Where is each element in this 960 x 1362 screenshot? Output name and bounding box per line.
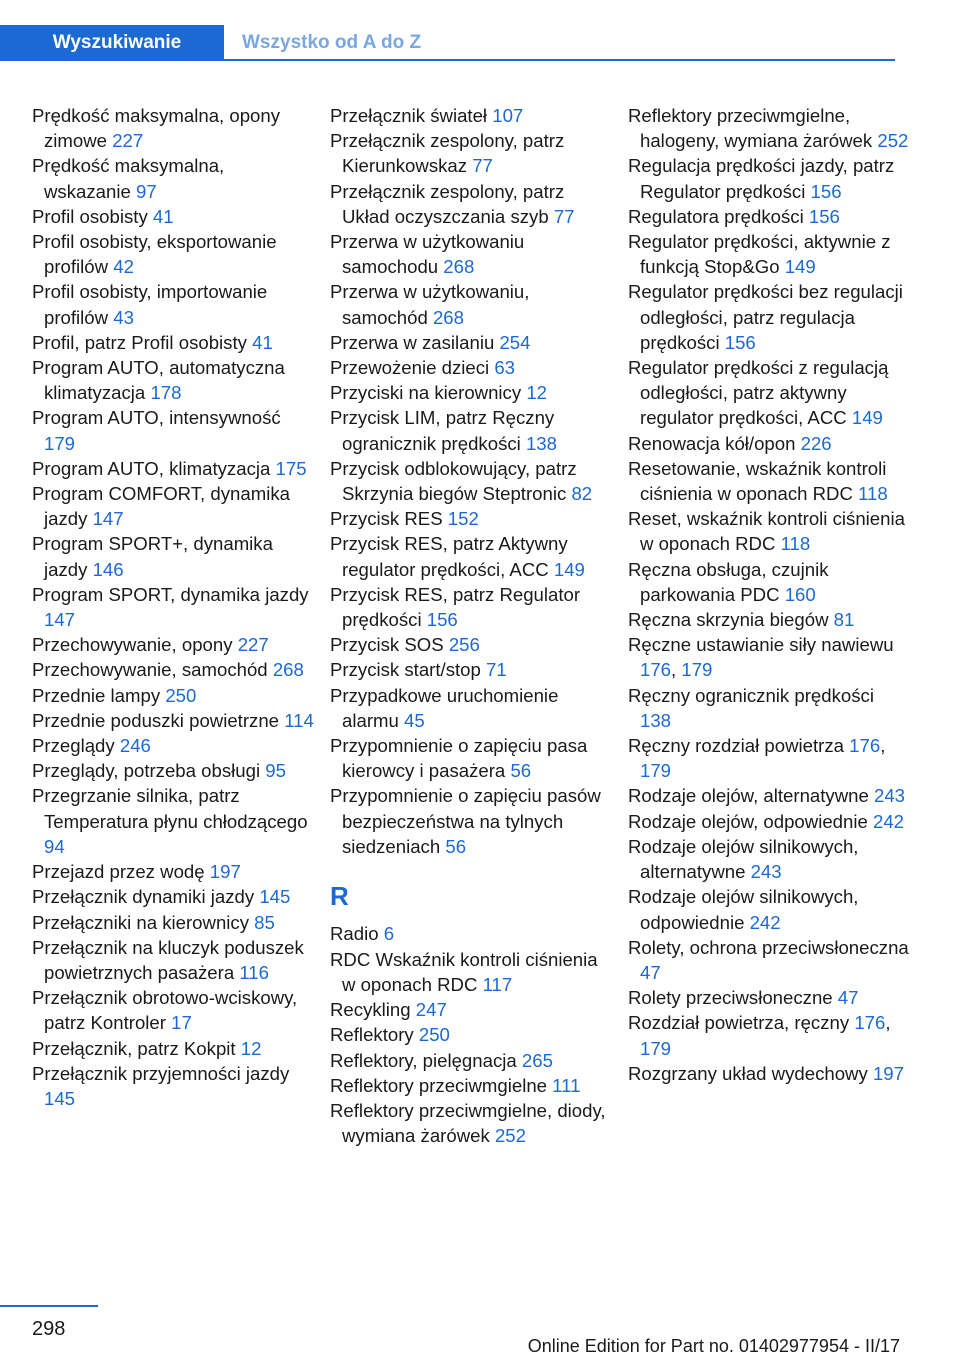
index-entry [330, 229, 612, 279]
page-link[interactable]: 117 [482, 973, 513, 995]
index-term: Rozdział powietrza, ręczny [628, 1012, 855, 1034]
index-entry [628, 279, 910, 355]
page-link[interactable]: 152 [447, 508, 479, 530]
index-entry [628, 607, 910, 632]
index-entry [330, 997, 612, 1022]
index-term: Profil osobisty, eksportowanie profilów [32, 231, 277, 278]
index-entry [330, 947, 612, 997]
index-term: Program COMFORT, dynamika jazdy [32, 483, 290, 530]
index-entry [330, 103, 612, 128]
index-term: Przycisk odblokowujący, patrz Skrzynia biegów Steptronic [330, 457, 577, 505]
index-term: Rozgrzany układ wydechowy [628, 1062, 873, 1084]
index-term: Reflektory, pielęgnacja [330, 1049, 522, 1071]
index-entry [628, 985, 910, 1010]
index-term: Rodzaje olejów, alternatywne [628, 785, 874, 807]
index-entry [32, 935, 314, 985]
index-term: Przypomnienie o zapięciu pasów bezpieczeństwa na tylnych siedzeniach [330, 785, 601, 857]
index-entry [628, 783, 910, 808]
index-term: Program SPORT+, dynamika jazdy [32, 533, 273, 580]
index-term: Przełącznik zespolony, patrz Kierunkowskaz [330, 130, 565, 177]
index-term: Regulator prędkości bez regulacji odległości, patrz regulacja prędkości [628, 281, 903, 353]
page-link[interactable]: 12 [240, 1037, 262, 1059]
index-entry [32, 279, 314, 329]
page-link[interactable]: 47 [640, 961, 661, 983]
page-link[interactable]: 242 [873, 810, 905, 832]
index-term: RDC Wskaźnik kontroli ciśnienia w oponach RDC [330, 948, 598, 995]
page-link[interactable]: 111 [552, 1074, 581, 1096]
index-entry [628, 229, 910, 279]
page-link[interactable]: 176 [849, 735, 881, 757]
index-term: Recykling [330, 999, 416, 1021]
index-entry [330, 657, 612, 682]
index-entry [628, 683, 910, 733]
index-column-3 [628, 103, 910, 1086]
index-term: Przycisk RES [330, 508, 448, 530]
page-link[interactable]: 107 [492, 105, 524, 126]
index-term: Przerwa w użytkowaniu samochodu [330, 231, 525, 278]
index-term: Reflektory przeciwmgielne, halogeny, wymiana żarówek [628, 105, 878, 152]
index-term: Ręczna skrzynia biegów [628, 609, 834, 631]
index-term: Ręczny rozdział powietrza [628, 735, 850, 757]
index-entry [32, 758, 314, 783]
index-entry [330, 733, 612, 783]
index-term: Rodzaje olejów silnikowych, alternatywne [628, 835, 859, 883]
index-term: Reflektory [330, 1024, 419, 1046]
index-entry [330, 1022, 612, 1047]
index-term: Przełącznik dynamiki jazdy [32, 886, 260, 908]
index-entry [628, 557, 910, 607]
index-entry [330, 355, 612, 380]
index-term: Reflektory przeciwmgielne, diody, wymiana żarówek [330, 1099, 606, 1147]
index-entry: Ręczny rozdział powietrza 176, 179 [628, 735, 886, 782]
index-entry [32, 204, 314, 229]
index-term: Reflektory przeciwmgielne [330, 1074, 553, 1096]
page-link[interactable]: 256 [448, 634, 480, 656]
index-entry [330, 405, 612, 455]
index-entry [32, 481, 314, 531]
index-entry [32, 985, 314, 1035]
index-entry [628, 355, 910, 431]
footer-rule [0, 1305, 98, 1307]
index-entry [32, 229, 314, 279]
index-term: Przycisk RES, patrz Regulator prędkości [330, 583, 581, 631]
tab-search[interactable]: Wyszukiwanie [0, 25, 224, 61]
index-term: Radio [330, 923, 384, 945]
index-entry [330, 632, 612, 657]
page-link[interactable]: 56 [510, 760, 532, 782]
index-term: Regulator prędkości, aktywnie z funkcją Stop&Go [628, 231, 891, 278]
page-link[interactable]: 226 [800, 432, 832, 454]
index-term: Przełącznik zespolony, patrz Układ oczyszczania szyb [330, 180, 565, 227]
index-term: Program AUTO, intensywność [32, 407, 281, 429]
index-entry [32, 859, 314, 884]
index-entry [32, 683, 314, 708]
page-link[interactable]: 227 [112, 130, 144, 152]
index-entry [32, 355, 314, 405]
index-term: Rodzaje olejów silnikowych, odpowiednie [628, 886, 859, 933]
page-link[interactable]: 252 [494, 1125, 526, 1147]
index-entry [330, 531, 612, 581]
page-link[interactable]: 268 [272, 659, 304, 681]
index-term: Reset, wskaźnik kontroli ciśnienia w oponach RDC [628, 508, 905, 555]
index-term: Ręczny ogranicznik prędkości [628, 684, 874, 706]
index-entry [330, 128, 612, 178]
page-link[interactable]: 95 [265, 760, 286, 782]
index-entry [628, 1061, 910, 1086]
index-entry [330, 582, 612, 632]
page-link[interactable]: 94 [44, 835, 65, 857]
page-link[interactable]: 145 [259, 886, 291, 908]
page-link[interactable]: 47 [837, 987, 859, 1009]
page-link[interactable]: 77 [553, 205, 575, 227]
index-term: Przegrzanie silnika, patrz Temperatura płynu chłodzącego [32, 785, 308, 832]
index-term: Profil osobisty [32, 205, 153, 227]
index-term: Przycisk start/stop [330, 659, 487, 681]
header-tabbar [0, 25, 895, 61]
page-link[interactable]: 197 [209, 861, 241, 883]
section-letter: R [330, 881, 349, 912]
index-entry [32, 910, 314, 935]
page-link[interactable]: 242 [749, 911, 781, 933]
page-link[interactable]: 243 [750, 861, 782, 883]
index-entry [330, 1073, 612, 1098]
index-term: Przednie lampy [32, 684, 166, 706]
index-term: Przewożenie dzieci [330, 357, 495, 379]
page-link[interactable]: 77 [472, 155, 493, 177]
index-column-1 [32, 103, 314, 1111]
page-link[interactable]: 246 [119, 735, 151, 757]
page-link[interactable]: 156 [808, 205, 840, 227]
index-entry [32, 783, 314, 859]
index-entry [32, 1036, 314, 1061]
page-link[interactable]: 41 [152, 205, 174, 227]
page-link[interactable]: 42 [113, 256, 134, 278]
index-term: Przypadkowe uruchomienie alarmu [330, 684, 559, 731]
index-entry [330, 380, 612, 405]
index-entry [32, 153, 314, 203]
index-entry [330, 456, 612, 506]
index-entry [330, 330, 612, 355]
index-entry [32, 456, 314, 481]
index-entry [330, 506, 612, 531]
index-term: Prędkość maksymalna, opony zimowe [32, 105, 281, 152]
index-entry [32, 531, 314, 581]
page-link[interactable]: 176 [854, 1012, 886, 1034]
index-entry [330, 1098, 612, 1148]
index-term: Przyciski na kierownicy [330, 382, 527, 404]
index-term: Regulator prędkości z regulacją odległości, patrz aktywny regulator prędkości, ACC [628, 357, 889, 429]
index-entry [330, 921, 612, 946]
index-entry [330, 1048, 612, 1073]
index-term: Przycisk SOS [330, 634, 449, 656]
page-link[interactable]: 179 [44, 432, 76, 454]
index-entry [330, 783, 612, 859]
index-entry: Ręczne ustawianie siły nawiewu 176, 179 [628, 634, 894, 681]
page-link[interactable]: 118 [858, 483, 888, 505]
index-term: Profil osobisty, importowanie profilów [32, 281, 268, 328]
index-term: Profil, patrz Profil osobisty [32, 331, 253, 353]
index-entry [628, 204, 910, 229]
index-term: Przełącznik obrotowo-wciskowy, patrz Kontroler [32, 987, 298, 1034]
index-term: Regulacja prędkości jazdy, patrz Regulator prędkości [628, 155, 895, 202]
index-term: Przejazd przez wodę [32, 861, 210, 883]
index-entry [330, 279, 612, 329]
page-link[interactable]: 114 [284, 709, 314, 731]
page-link[interactable]: 252 [877, 130, 909, 152]
page-link[interactable]: 71 [486, 659, 507, 681]
index-term: Rolety przeciwsłoneczne [628, 987, 838, 1009]
index-entry [628, 456, 910, 506]
index-entry [628, 834, 910, 884]
index-term: Przeglądy, potrzeba obsługi [32, 760, 266, 782]
page-link[interactable]: 197 [872, 1062, 904, 1084]
page-link[interactable]: 43 [113, 306, 134, 328]
index-term: Ręczne ustawianie siły nawiewu [628, 634, 894, 656]
index-term: Program AUTO, klimatyzacja [32, 457, 276, 479]
index-entry [32, 330, 314, 355]
page-link[interactable]: 146 [92, 558, 124, 580]
page-link[interactable]: 160 [784, 583, 816, 605]
index-entry [32, 582, 314, 632]
page-link[interactable]: 41 [252, 331, 273, 353]
index-term: Regulatora prędkości [628, 205, 809, 227]
page-link[interactable]: 175 [275, 457, 307, 479]
page-link[interactable]: 254 [499, 331, 531, 353]
index-entry [330, 179, 612, 229]
index-term: Przełącznik na kluczyk poduszek powietrznych pasażera [32, 936, 304, 983]
index-entry [628, 153, 910, 203]
index-column-2 [330, 103, 612, 1148]
page-link[interactable]: 116 [239, 961, 269, 983]
page-link[interactable]: 179 [640, 1037, 672, 1059]
page-link[interactable]: 138 [640, 709, 672, 731]
page-link[interactable]: 56 [445, 835, 467, 857]
page-link[interactable]: 45 [404, 709, 425, 731]
page-link[interactable]: 268 [432, 306, 464, 328]
page-link[interactable]: 147 [44, 609, 76, 631]
index-entry [628, 103, 910, 153]
index-entry [32, 884, 314, 909]
index-term: Przerwa w zasilaniu [330, 331, 500, 353]
index-entry [628, 935, 910, 985]
index-term: Rolety, ochrona przeciwsłoneczna [628, 936, 909, 958]
index-entry [32, 1061, 314, 1111]
page-link[interactable]: 156 [426, 609, 458, 631]
index-entry [628, 884, 910, 934]
index-term: Przełącznik świateł [330, 105, 493, 126]
index-entry [32, 733, 314, 758]
page-link[interactable]: 149 [553, 558, 585, 580]
page-link[interactable]: 178 [150, 382, 182, 404]
page-link[interactable]: 138 [525, 432, 557, 454]
page-link[interactable]: 97 [135, 180, 157, 202]
index-term: Program SPORT, dynamika jazdy [32, 583, 309, 605]
index-term: Przycisk LIM, patrz Ręczny ogranicznik prędkości [330, 407, 555, 454]
index-entry: Rozdział powietrza, ręczny 176, 179 [628, 1012, 891, 1059]
index-term: Resetowanie, wskaźnik kontroli ciśnienia w oponach RDC [628, 457, 887, 505]
index-entry [628, 506, 910, 556]
index-term: Ręczna obsługa, czujnik parkowania PDC [628, 558, 829, 605]
page-link[interactable]: 118 [780, 533, 811, 555]
page-link[interactable]: 63 [494, 357, 516, 379]
tab-a-to-z[interactable]: Wszystko od A do Z [242, 32, 422, 53]
header-rule [0, 59, 895, 61]
index-entry [32, 632, 314, 657]
index-term: Przełącznik, patrz Kokpit [32, 1037, 241, 1059]
page-link[interactable]: 149 [784, 256, 816, 278]
page-link[interactable]: 265 [521, 1049, 553, 1071]
page-link[interactable]: 243 [874, 785, 906, 807]
page-link[interactable]: 250 [418, 1024, 450, 1046]
page-link[interactable]: 145 [44, 1087, 76, 1109]
page-link[interactable]: 179 [640, 760, 672, 782]
page-link[interactable]: 12 [526, 382, 548, 404]
page-link[interactable]: 147 [92, 508, 124, 530]
index-entry [628, 809, 910, 834]
edition-note: Online Edition for Part no. 01402977954 - II/17 [527, 1336, 900, 1356]
index-term: Przełącznik przyjemności jazdy [32, 1062, 290, 1084]
page-link[interactable]: 6 [383, 923, 395, 945]
page-link[interactable]: 176 [640, 659, 672, 681]
index-term: Przednie poduszki powietrzne [32, 709, 285, 731]
index-term: Przypomnienie o zapięciu pasa kierowcy i pasażera [330, 735, 588, 782]
index-term: Przechowywanie, opony [32, 634, 238, 656]
index-term: Przerwa w użytkowaniu, samochód [330, 281, 530, 328]
page-link[interactable]: 81 [833, 609, 855, 631]
index-term: Przeglądy [32, 735, 120, 757]
page-link[interactable]: 156 [810, 180, 842, 202]
index-term: Przechowywanie, samochód [32, 659, 273, 681]
index-entry [32, 708, 314, 733]
page-link[interactable]: 268 [443, 256, 475, 278]
page-link[interactable]: 85 [254, 911, 275, 933]
page-link[interactable]: 82 [571, 483, 593, 505]
index-term: Renowacja kół/opon [628, 432, 801, 454]
page-link[interactable]: 250 [165, 684, 197, 706]
page-number: 298 [32, 1318, 66, 1340]
index-term: Rodzaje olejów, odpowiednie [628, 810, 873, 832]
index-entry [330, 683, 612, 733]
index-term: Program AUTO, automatyczna klimatyzacja [32, 357, 285, 404]
index-entry [32, 405, 314, 455]
page-link[interactable]: 156 [724, 331, 756, 353]
index-term: Przycisk RES, patrz Aktywny regulator prędkości, ACC [330, 533, 568, 580]
page-link[interactable]: 17 [171, 1012, 192, 1034]
index-entry [628, 431, 910, 456]
index-entry [32, 103, 314, 153]
page-link[interactable]: 149 [851, 407, 883, 429]
index-term: Przełączniki na kierownicy [32, 911, 255, 933]
page-link[interactable]: 227 [237, 634, 269, 656]
page-link[interactable]: 247 [415, 999, 447, 1021]
page-link[interactable]: 179 [681, 659, 713, 681]
index-entry [32, 657, 314, 682]
index-term: Prędkość maksymalna, wskazanie [32, 155, 225, 202]
